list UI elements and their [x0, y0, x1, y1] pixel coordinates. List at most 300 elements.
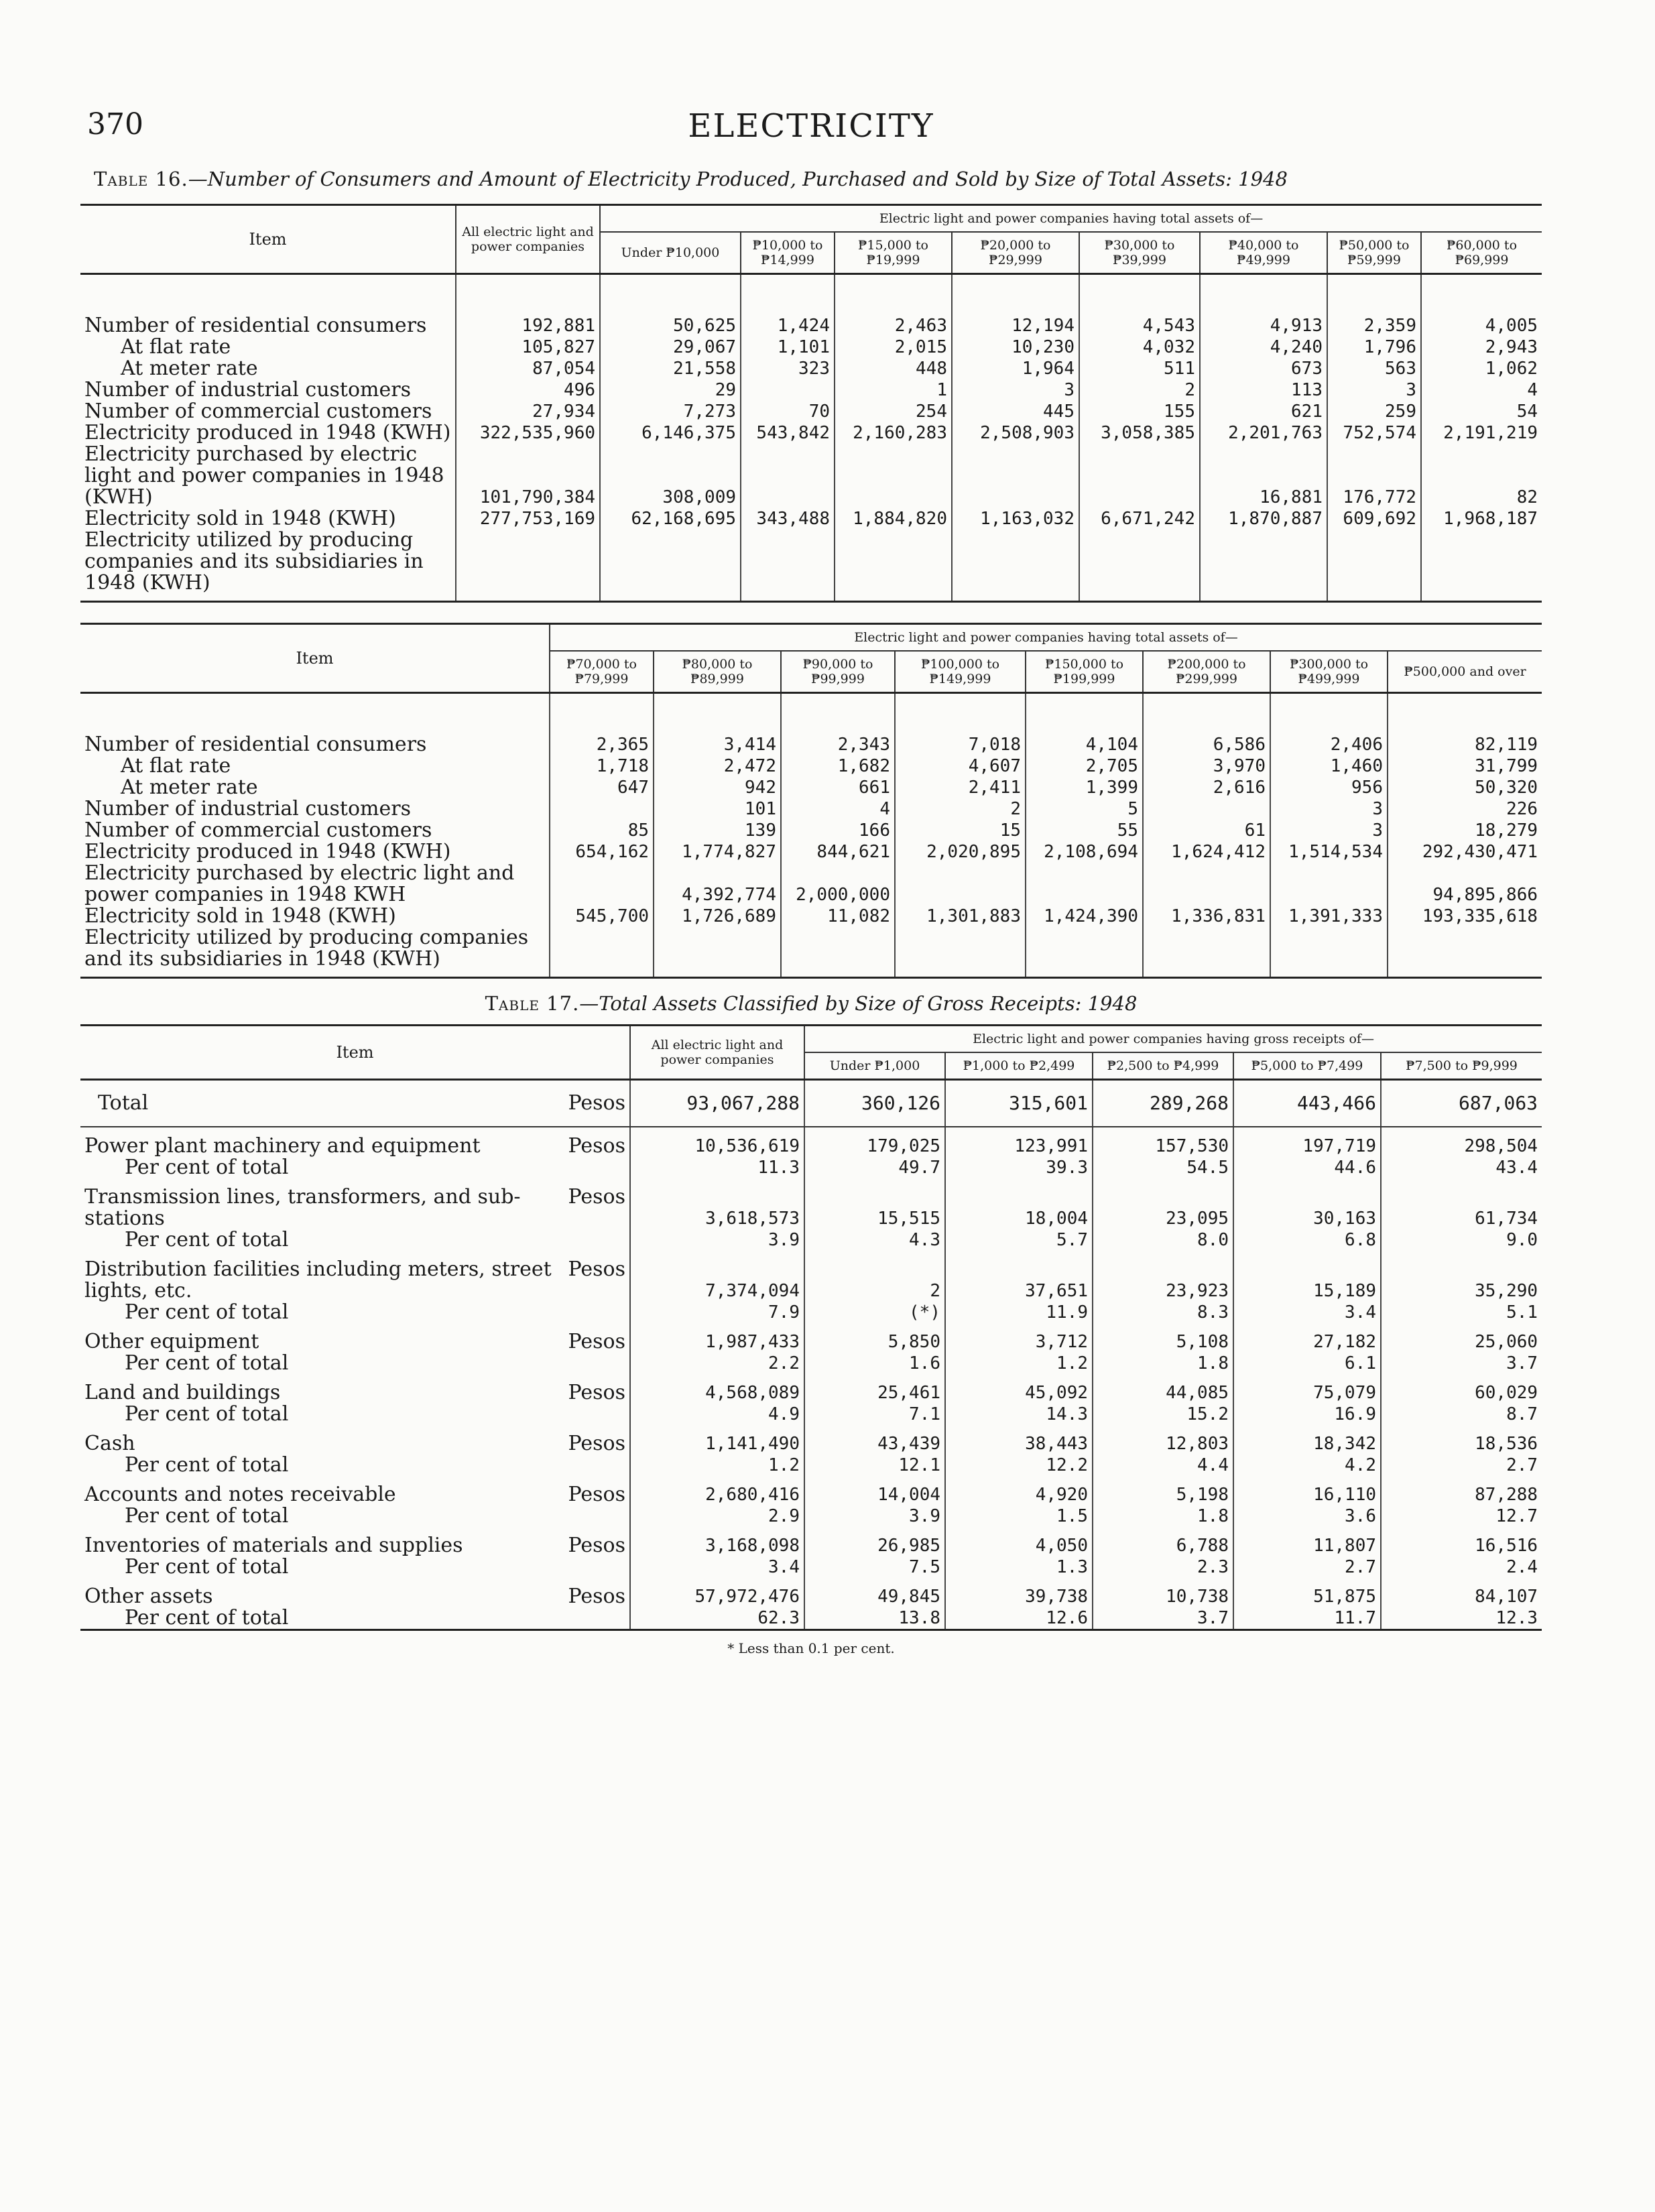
percent: 8.7 — [1506, 1404, 1538, 1424]
amount: 298,504 — [1464, 1136, 1538, 1156]
amount: 44,085 — [1166, 1383, 1229, 1403]
column-header: ₱50,000 to ₱59,999 — [1327, 232, 1421, 274]
cell-value: 323 — [741, 358, 835, 379]
pct-label: Per cent of total — [125, 1351, 289, 1375]
pct-label: Per cent of total — [125, 1504, 289, 1528]
cell-value: 2,160,283 — [835, 422, 952, 444]
cell-value: 1,718 — [550, 755, 654, 777]
t16p1-all-header: All electric light and power companies — [456, 205, 600, 274]
cell-value: 511 — [1079, 358, 1200, 379]
column-header: ₱70,000 to ₱79,999 — [550, 651, 654, 693]
cell-value: 654,162 — [550, 841, 654, 863]
cell-value: 543,842 — [741, 422, 835, 444]
percent: 2.3 — [1197, 1557, 1229, 1577]
cell-value — [835, 444, 952, 508]
cell-value — [1093, 1127, 1233, 1178]
cell-value — [895, 927, 1026, 978]
cell-value: 2,343 — [781, 693, 895, 756]
cell-value — [945, 1476, 1093, 1527]
row-label: At meter rate — [121, 776, 258, 799]
total-value: 93,067,288 — [630, 1080, 804, 1127]
cell-value — [1026, 927, 1143, 978]
amount: 26,985 — [877, 1536, 940, 1556]
percent: 1.2 — [1056, 1353, 1088, 1373]
amount: 10,536,619 — [694, 1136, 800, 1156]
percent: 6.8 — [1345, 1230, 1376, 1250]
table-row — [80, 530, 1542, 602]
total-value: 687,063 — [1381, 1080, 1542, 1127]
amount: 51,875 — [1313, 1587, 1376, 1607]
column-header: ₱40,000 to ₱49,999 — [1200, 232, 1327, 274]
amount: 15,189 — [1313, 1281, 1376, 1301]
page-number: 370 — [87, 107, 143, 141]
running-title: ELECTRICITY — [688, 107, 934, 145]
cell-value: 3 — [1270, 820, 1388, 841]
cell-value — [1143, 863, 1270, 906]
cell-value: 1,301,883 — [895, 906, 1026, 927]
cell-value: 1,163,032 — [952, 508, 1079, 530]
footnote: * Less than 0.1 per cent. — [727, 1640, 895, 1656]
unit-label: Pesos — [568, 1381, 625, 1404]
cell-value — [1381, 1578, 1542, 1630]
cell-value: 4,005 — [1421, 274, 1542, 337]
cell-value: 139 — [654, 820, 781, 841]
amount: 179,025 — [867, 1136, 940, 1156]
total-row — [80, 1080, 1542, 1127]
unit-label: Pesos — [568, 1534, 625, 1557]
cell-value — [1093, 1578, 1233, 1630]
table-row — [80, 1374, 1542, 1425]
table16-caption — [94, 168, 1542, 190]
percent: 44.6 — [1334, 1158, 1376, 1178]
cell-value — [1143, 798, 1270, 820]
column-header: ₱60,000 to ₱69,999 — [1421, 232, 1542, 274]
table-row — [80, 820, 1542, 841]
cell-value — [550, 927, 654, 978]
cell-value — [1270, 863, 1388, 906]
row-label: Number of residential consumers — [84, 733, 427, 756]
cell-value — [1093, 1425, 1233, 1476]
amount: 5,108 — [1176, 1332, 1229, 1352]
cell-value: 2,365 — [550, 693, 654, 756]
cell-value — [1381, 1251, 1542, 1323]
cell-value: 2,463 — [835, 274, 952, 337]
cell-value: 2,015 — [835, 336, 952, 358]
cell-value: 3 — [1270, 798, 1388, 820]
cell-value — [804, 1476, 945, 1527]
percent: 62.3 — [757, 1608, 800, 1628]
cell-value — [550, 863, 654, 906]
amount: 23,095 — [1166, 1209, 1229, 1229]
row-label: Electricity purchased by electric light and power companies in 1948 KWH — [84, 861, 515, 906]
cell-value: 176,772 — [1327, 444, 1421, 508]
percent: 49.7 — [898, 1158, 940, 1178]
cell-value — [1026, 863, 1143, 906]
cell-value: 85 — [550, 820, 654, 841]
cell-value: 277,753,169 — [456, 508, 600, 530]
table-row — [80, 358, 1542, 379]
cell-value — [1388, 927, 1542, 978]
percent: 4.4 — [1197, 1455, 1229, 1475]
cell-value: 10,230 — [952, 336, 1079, 358]
cell-value: 2,508,903 — [952, 422, 1079, 444]
cell-value: 673 — [1200, 358, 1327, 379]
cell-value: 1,968,187 — [1421, 508, 1542, 530]
pct-label: Per cent of total — [125, 1453, 289, 1477]
cell-value — [804, 1425, 945, 1476]
cell-value — [630, 1425, 804, 1476]
column-header: ₱10,000 to ₱14,999 — [741, 232, 835, 274]
amount: 15,515 — [877, 1209, 940, 1229]
column-header: ₱1,000 to ₱2,499 — [945, 1052, 1093, 1080]
cell-value — [741, 444, 835, 508]
cell-value: 1,391,333 — [1270, 906, 1388, 927]
cell-value — [1381, 1127, 1542, 1178]
cell-value: 844,621 — [781, 841, 895, 863]
amount: 3,712 — [1035, 1332, 1088, 1352]
cell-value: 12,194 — [952, 274, 1079, 337]
cell-value — [1421, 530, 1542, 602]
percent: 3.9 — [768, 1230, 800, 1250]
amount: 23,923 — [1166, 1281, 1229, 1301]
cell-value: 6,146,375 — [600, 422, 741, 444]
cell-value — [1143, 927, 1270, 978]
cell-value — [630, 1323, 804, 1374]
table17-title: —Total Assets Classified by Size of Gross Receipts: 1948 — [579, 992, 1138, 1015]
percent: 1.3 — [1056, 1557, 1088, 1577]
cell-value: 1,884,820 — [835, 508, 952, 530]
cell-value: 609,692 — [1327, 508, 1421, 530]
amount: 6,788 — [1176, 1536, 1229, 1556]
percent: 2.7 — [1345, 1557, 1376, 1577]
table16-title: —Number of Consumers and Amount of Electricity Produced, Purchased and Sold by Size of Total Assets: 1948 — [188, 168, 1288, 190]
table-row — [80, 422, 1542, 444]
row-label-cell — [80, 1578, 630, 1630]
percent: 3.7 — [1506, 1353, 1538, 1373]
table-row — [80, 693, 1542, 756]
cell-value: 166 — [781, 820, 895, 841]
row-label: Other equipment — [84, 1330, 259, 1353]
cell-value: 4,392,774 — [654, 863, 781, 906]
t17-group-header: Electric light and power companies having gross receipts of— — [804, 1026, 1542, 1053]
row-label: At flat rate — [121, 754, 231, 778]
cell-value: 2,201,763 — [1200, 422, 1327, 444]
cell-value — [1093, 1178, 1233, 1251]
cell-value — [945, 1323, 1093, 1374]
row-label: Power plant machinery and equipment — [84, 1134, 481, 1158]
amount: 75,079 — [1313, 1383, 1376, 1403]
percent: 7.9 — [768, 1302, 800, 1323]
cell-value: 2,000,000 — [781, 863, 895, 906]
column-header: ₱20,000 to ₱29,999 — [952, 232, 1079, 274]
amount: 43,439 — [877, 1434, 940, 1454]
cell-value — [630, 1527, 804, 1578]
cell-value: 3 — [1327, 379, 1421, 401]
cell-value — [1381, 1323, 1542, 1374]
cell-value: 2 — [895, 798, 1026, 820]
cell-value — [1327, 530, 1421, 602]
unit-label: Pesos — [568, 1585, 625, 1608]
cell-value: 3 — [952, 379, 1079, 401]
cell-value — [1200, 530, 1327, 602]
cell-value — [1233, 1578, 1381, 1630]
amount: 18,004 — [1025, 1209, 1088, 1229]
row-label: Inventories of materials and supplies — [84, 1534, 463, 1557]
percent: 15.2 — [1186, 1404, 1229, 1424]
cell-value: 445 — [952, 401, 1079, 422]
pct-label: Per cent of total — [125, 1156, 289, 1179]
table-row — [80, 777, 1542, 798]
cell-value — [630, 1476, 804, 1527]
cell-value — [804, 1323, 945, 1374]
cell-value: 27,934 — [456, 401, 600, 422]
amount: 2 — [930, 1281, 940, 1301]
cell-value: 4,240 — [1200, 336, 1327, 358]
cell-value — [630, 1127, 804, 1178]
t17-item-header: Item — [80, 1026, 630, 1080]
row-label: Electricity sold in 1948 (KWH) — [84, 507, 396, 530]
cell-value: 1,726,689 — [654, 906, 781, 927]
percent: 4.9 — [768, 1404, 800, 1424]
cell-value: 2,411 — [895, 777, 1026, 798]
cell-value: 545,700 — [550, 906, 654, 927]
amount: 35,290 — [1475, 1281, 1538, 1301]
cell-value — [1093, 1251, 1233, 1323]
cell-value: 1,870,887 — [1200, 508, 1327, 530]
cell-value: 563 — [1327, 358, 1421, 379]
table-row — [80, 1178, 1542, 1251]
cell-value: 4 — [1421, 379, 1542, 401]
row-label: At flat rate — [121, 335, 231, 359]
cell-value: 308,009 — [600, 444, 741, 508]
row-label-cell — [80, 1374, 630, 1425]
cell-value: 62,168,695 — [600, 508, 741, 530]
row-label: Electricity utilized by producing companies and its subsidiaries in 1948 (KWH) — [84, 926, 529, 971]
amount: 123,991 — [1014, 1136, 1088, 1156]
row-label: Number of industrial customers — [84, 797, 411, 820]
amount: 12,803 — [1166, 1434, 1229, 1454]
table-row — [80, 1323, 1542, 1374]
cell-value: 621 — [1200, 401, 1327, 422]
cell-value — [630, 1178, 804, 1251]
total-label: Total — [98, 1091, 149, 1115]
pct-label: Per cent of total — [125, 1606, 289, 1630]
cell-value: 1,774,827 — [654, 841, 781, 863]
cell-value: 2,108,694 — [1026, 841, 1143, 863]
percent: (*) — [909, 1302, 940, 1323]
cell-value — [1381, 1476, 1542, 1527]
percent: 43.4 — [1495, 1158, 1538, 1178]
percent: 3.7 — [1197, 1608, 1229, 1628]
table16-part2 — [80, 623, 1542, 979]
cell-value: 31,799 — [1388, 755, 1542, 777]
cell-value — [1233, 1251, 1381, 1323]
pct-label: Per cent of total — [125, 1555, 289, 1579]
cell-value: 21,558 — [600, 358, 741, 379]
amount: 25,060 — [1475, 1332, 1538, 1352]
cell-value: 4,607 — [895, 755, 1026, 777]
percent: 3.4 — [768, 1557, 800, 1577]
cell-value — [945, 1251, 1093, 1323]
cell-value: 15 — [895, 820, 1026, 841]
cell-value — [1093, 1527, 1233, 1578]
cell-value — [952, 444, 1079, 508]
cell-value — [1093, 1476, 1233, 1527]
row-label: Number of commercial customers — [84, 818, 432, 842]
cell-value — [1233, 1178, 1381, 1251]
column-header: ₱2,500 to ₱4,999 — [1093, 1052, 1233, 1080]
percent: 2.4 — [1506, 1557, 1538, 1577]
table-row — [80, 1127, 1542, 1178]
cell-value: 3,414 — [654, 693, 781, 756]
cell-value: 1,514,534 — [1270, 841, 1388, 863]
cell-value — [804, 1374, 945, 1425]
cell-value: 29 — [600, 379, 741, 401]
cell-value — [630, 1374, 804, 1425]
cell-value — [952, 530, 1079, 602]
unit-label: Pesos — [568, 1091, 625, 1115]
cell-value: 1,964 — [952, 358, 1079, 379]
percent: 12.6 — [1046, 1608, 1088, 1628]
row-label: Electricity utilized by producing companies and its subsidiaries in 1948 (KWH) — [84, 528, 424, 595]
table-row — [80, 798, 1542, 820]
percent: 1.2 — [768, 1455, 800, 1475]
table-row — [80, 444, 1542, 508]
cell-value: 292,430,471 — [1388, 841, 1542, 863]
cell-value: 11,082 — [781, 906, 895, 927]
cell-value: 259 — [1327, 401, 1421, 422]
percent: 2.9 — [768, 1506, 800, 1526]
cell-value — [741, 379, 835, 401]
percent: 9.0 — [1506, 1230, 1538, 1250]
total-label-cell — [80, 1080, 630, 1127]
table-row — [80, 1251, 1542, 1323]
cell-value: 82,119 — [1388, 693, 1542, 756]
amount: 49,845 — [877, 1587, 940, 1607]
column-header: ₱15,000 to ₱19,999 — [835, 232, 952, 274]
unit-label: Pesos — [568, 1432, 625, 1455]
amount: 1,141,490 — [705, 1434, 800, 1454]
cell-value — [781, 927, 895, 978]
cell-value: 7,018 — [895, 693, 1026, 756]
column-header: ₱90,000 to ₱99,999 — [781, 651, 895, 693]
percent: 12.1 — [898, 1455, 940, 1475]
table-row — [80, 336, 1542, 358]
amount: 14,004 — [877, 1485, 940, 1505]
column-header: ₱30,000 to ₱39,999 — [1079, 232, 1200, 274]
row-label: At meter rate — [121, 357, 258, 380]
cell-value: 3,058,385 — [1079, 422, 1200, 444]
column-header: ₱5,000 to ₱7,499 — [1233, 1052, 1381, 1080]
table-row — [80, 863, 1542, 906]
cell-value: 54 — [1421, 401, 1542, 422]
cell-value — [1233, 1127, 1381, 1178]
amount: 3,618,573 — [705, 1209, 800, 1229]
amount: 5,850 — [887, 1332, 940, 1352]
pct-label: Per cent of total — [125, 1228, 289, 1251]
cell-value: 2,191,219 — [1421, 422, 1542, 444]
cell-value: 61 — [1143, 820, 1270, 841]
cell-value: 496 — [456, 379, 600, 401]
percent: 4.3 — [909, 1230, 940, 1250]
cell-value: 1,424,390 — [1026, 906, 1143, 927]
pct-label: Per cent of total — [125, 1300, 289, 1324]
row-label-cell — [80, 1251, 630, 1323]
row-label: Cash — [84, 1432, 135, 1455]
unit-label: Pesos — [568, 1257, 625, 1281]
cell-value: 4 — [781, 798, 895, 820]
amount: 16,516 — [1475, 1536, 1538, 1556]
cell-value: 55 — [1026, 820, 1143, 841]
t16p1-body — [80, 274, 1542, 602]
table-row — [80, 379, 1542, 401]
cell-value: 7,273 — [600, 401, 741, 422]
pct-label: Per cent of total — [125, 1402, 289, 1426]
table-row — [80, 841, 1542, 863]
cell-value: 2,359 — [1327, 274, 1421, 337]
cell-value — [1270, 927, 1388, 978]
cell-value: 2,705 — [1026, 755, 1143, 777]
percent: 1.8 — [1197, 1506, 1229, 1526]
cell-value — [1381, 1374, 1542, 1425]
amount: 84,107 — [1475, 1587, 1538, 1607]
cell-value: 1,460 — [1270, 755, 1388, 777]
percent: 5.7 — [1056, 1230, 1088, 1250]
percent: 11.7 — [1334, 1608, 1376, 1628]
unit-label: Pesos — [568, 1483, 625, 1506]
percent: 4.2 — [1345, 1455, 1376, 1475]
document-page — [80, 101, 1542, 1656]
row-label: Land and buildings — [84, 1381, 281, 1404]
percent: 11.3 — [757, 1158, 800, 1178]
cell-value — [945, 1374, 1093, 1425]
cell-value: 105,827 — [456, 336, 600, 358]
row-label: Number of commercial customers — [84, 400, 432, 423]
row-label-cell — [80, 1127, 630, 1178]
row-label-cell — [80, 1527, 630, 1578]
cell-value: 101,790,384 — [456, 444, 600, 508]
unit-label: Pesos — [568, 1330, 625, 1353]
total-value: 289,268 — [1093, 1080, 1233, 1127]
percent: 8.3 — [1197, 1302, 1229, 1323]
cell-value: 87,054 — [456, 358, 600, 379]
cell-value: 113 — [1200, 379, 1327, 401]
cell-value — [1093, 1374, 1233, 1425]
cell-value: 1,682 — [781, 755, 895, 777]
cell-value — [1233, 1476, 1381, 1527]
cell-value: 155 — [1079, 401, 1200, 422]
table-row — [80, 1425, 1542, 1476]
percent: 3.6 — [1345, 1506, 1376, 1526]
percent: 8.0 — [1197, 1230, 1229, 1250]
table-row — [80, 755, 1542, 777]
cell-value: 1,062 — [1421, 358, 1542, 379]
row-label: Distribution facilities including meters, street lights, etc. — [84, 1257, 552, 1302]
cell-value: 4,913 — [1200, 274, 1327, 337]
row-label: Other assets — [84, 1585, 213, 1608]
cell-value — [1381, 1425, 1542, 1476]
amount: 2,680,416 — [705, 1485, 800, 1505]
amount: 57,972,476 — [694, 1587, 800, 1607]
cell-value — [1381, 1178, 1542, 1251]
cell-value: 1,101 — [741, 336, 835, 358]
cell-value: 4,104 — [1026, 693, 1143, 756]
cell-value: 2,943 — [1421, 336, 1542, 358]
cell-value — [945, 1178, 1093, 1251]
cell-value: 343,488 — [741, 508, 835, 530]
cell-value: 3,970 — [1143, 755, 1270, 777]
column-header: ₱150,000 to ₱199,999 — [1026, 651, 1143, 693]
